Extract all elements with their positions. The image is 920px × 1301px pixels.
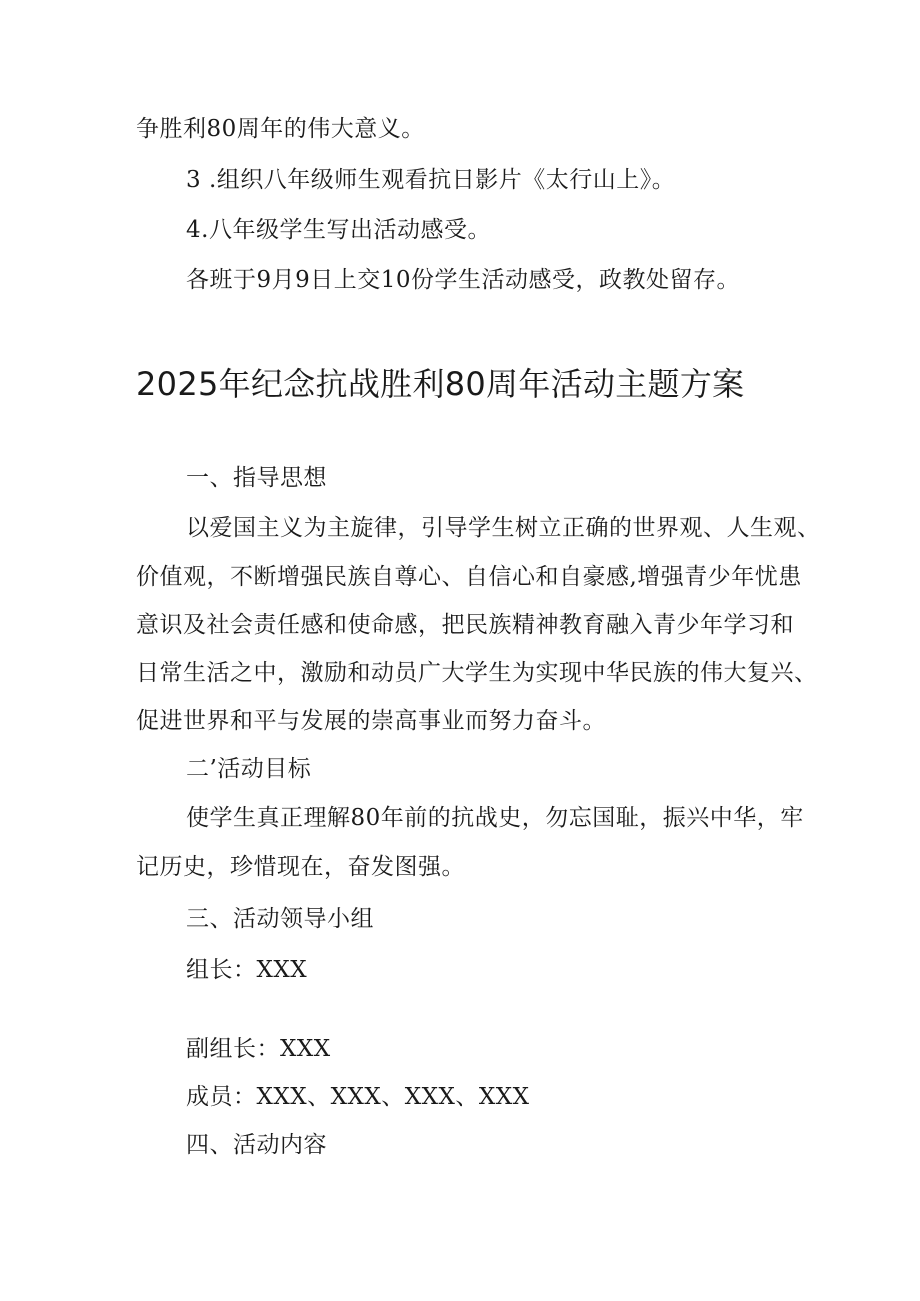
section-heading-activity-goal: 二’活动目标: [186, 756, 312, 782]
activity-item-3: 3 .组织八年级师生观看抗日影片《太行山上》。: [186, 167, 676, 193]
guiding-idea-line-3: 意识及社会责任感和使命感，把民族精神教育融入青少年学习和: [136, 612, 794, 638]
guiding-idea-line-5: 促进世界和平与发展的崇高事业而努力奋斗。: [136, 708, 606, 734]
section-heading-leadership-group: 三、活动领导小组: [186, 906, 374, 932]
activity-item-4: 4.八年级学生写出活动感受。: [186, 217, 491, 243]
activity-goal-line-2: 记历史，珍惜现在，奋发图强。: [136, 854, 465, 880]
group-leader: 组长：XXX: [186, 957, 308, 983]
deputy-leader: 副组长：XXX: [186, 1036, 331, 1062]
group-members: 成员：XXX、XXX、XXX、XXX: [186, 1084, 530, 1110]
continuation-line-1: 争胜利80周年的伟大意义。: [136, 116, 425, 142]
section-heading-activity-content: 四、活动内容: [186, 1132, 327, 1158]
document-title: 2025年纪念抗战胜利80周年活动主题方案: [136, 365, 745, 403]
section-heading-guiding-idea: 一、指导思想: [186, 465, 327, 491]
guiding-idea-line-2: 价值观，不断增强民族自尊心、自信心和自豪感,增强青少年忧患: [136, 564, 802, 590]
submission-note: 各班于9月9日上交10份学生活动感受，政教处留存。: [186, 267, 741, 293]
guiding-idea-line-1: 以爱国主义为主旋律，引导学生树立正确的世界观、人生观、: [186, 515, 821, 541]
guiding-idea-line-4: 日常生活之中，激励和动员广大学生为实现中华民族的伟大复兴、: [136, 660, 818, 686]
activity-goal-line-1: 使学生真正理解80年前的抗战史，勿忘国耻，振兴中华，牢: [186, 805, 804, 831]
